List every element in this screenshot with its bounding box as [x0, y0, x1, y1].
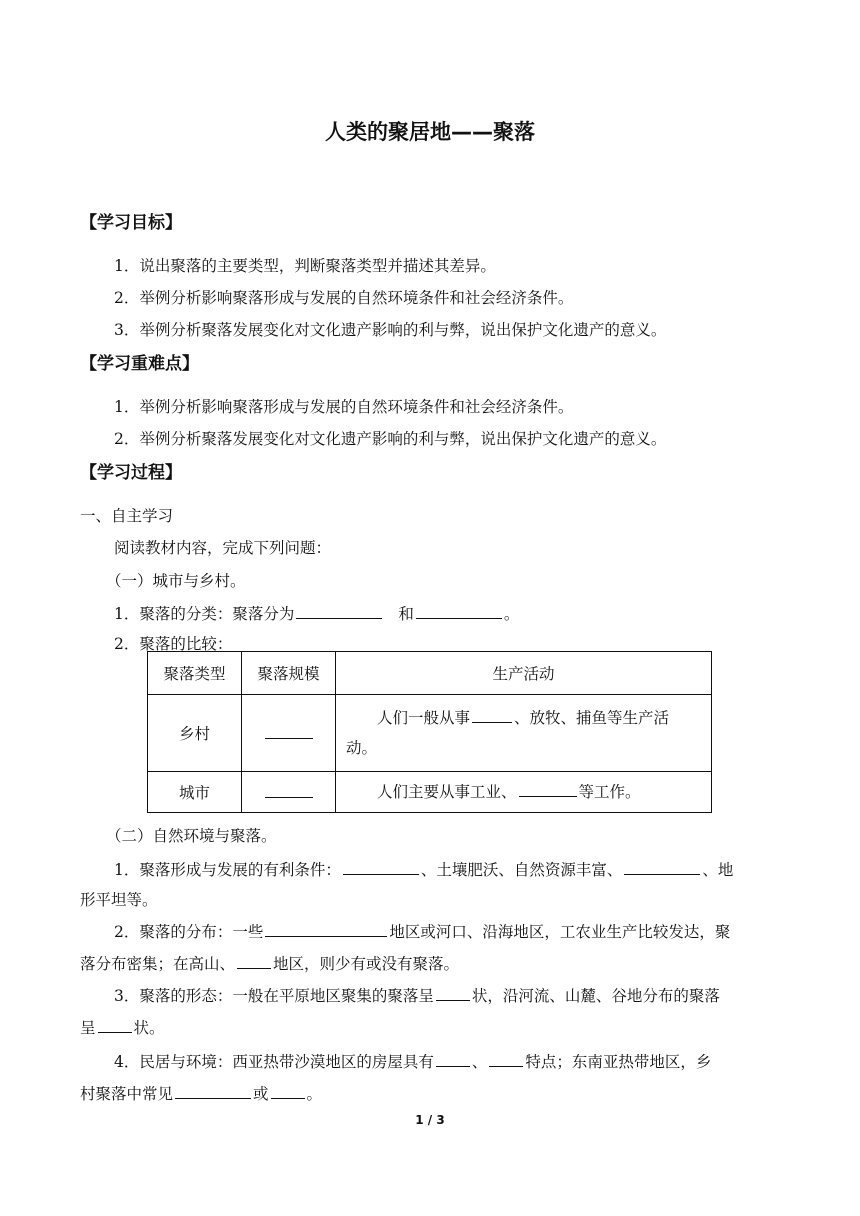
natural-q1-line2: 形平坦等。: [80, 891, 158, 909]
page-number: 1 / 3: [415, 1113, 445, 1127]
blank-dwelling-4[interactable]: [271, 1084, 305, 1099]
natural-q4-line1: 4．民居与环境：西亚热带沙漠地区的房屋具有 、 特点；东南亚热带地区，乡: [114, 1053, 712, 1071]
urban-activity-cell: 人们主要从事工业、 等工作。: [336, 772, 712, 813]
natural-q3-line2: 呈 状。: [80, 1019, 165, 1037]
sub1-title: （一）城市与乡村。: [106, 572, 246, 590]
blank-dwelling-3[interactable]: [175, 1084, 251, 1099]
blank-rural-scale[interactable]: [265, 724, 313, 739]
blank-dwelling-2[interactable]: [489, 1052, 523, 1067]
key-point-item-2: 2．举例分析聚落发展变化对文化遗产影响的利与弊，说出保护文化遗产的意义。: [114, 430, 667, 448]
page-title: 人类的聚居地——聚落: [325, 120, 535, 144]
blank-urban-rural-2[interactable]: [416, 604, 502, 619]
table-header-activity: 生产活动: [336, 652, 712, 695]
table-header-scale: 聚落规模: [242, 652, 336, 695]
rural-activity-cell: 人们一般从事 、放牧、捕鱼等生产活 动。: [336, 695, 712, 772]
rural-type-cell: 乡村: [148, 695, 242, 772]
goals-heading: 【学习目标】: [80, 213, 182, 233]
table-header-type: 聚落类型: [148, 652, 242, 695]
blank-distribution-2[interactable]: [237, 954, 271, 969]
intro-text: 阅读教材内容，完成下列问题：: [114, 539, 332, 557]
blank-favorable-2[interactable]: [624, 860, 700, 875]
blank-form-1[interactable]: [436, 986, 470, 1001]
blank-urban-scale[interactable]: [265, 783, 313, 798]
key-point-item-1: 1．举例分析影响聚落形成与发展的自然环境条件和社会经济条件。: [114, 398, 574, 416]
table-row: [148, 695, 712, 772]
process-heading: 【学习过程】: [80, 463, 182, 483]
sub2-title: （二）自然环境与聚落。: [106, 827, 277, 845]
blank-form-2[interactable]: [98, 1018, 132, 1033]
blank-dwelling-1[interactable]: [436, 1052, 470, 1067]
goal-item-1: 1．说出聚落的主要类型，判断聚落类型并描述其差异。: [114, 257, 496, 275]
natural-q2-line2: 落分布密集；在高山、 地区，则少有或没有聚落。: [80, 955, 460, 973]
natural-q4-line2: 村聚落中常见 或 。: [80, 1085, 323, 1103]
natural-q3-line1: 3．聚落的形态：一般在平原地区聚集的聚落呈 状，沿河流、山麓、谷地分布的聚落: [114, 987, 720, 1005]
natural-q2-line1: 2．聚落的分布：一些 地区或河口、沿海地区，工农业生产比较发达，聚: [114, 923, 731, 941]
key-points-heading: 【学习重难点】: [80, 354, 199, 374]
blank-rural-activity[interactable]: [472, 708, 512, 723]
urban-type-cell: 城市: [148, 772, 242, 813]
question-2: 2．聚落的比较：: [114, 635, 233, 653]
blank-favorable-1[interactable]: [343, 860, 419, 875]
part1-title: 一、自主学习: [80, 507, 174, 525]
natural-q1-line1: 1．聚落形成与发展的有利条件： 、土壤肥沃、自然资源丰富、 、地: [114, 861, 734, 879]
table-header-row: [148, 652, 712, 695]
table-row: [148, 772, 712, 813]
urban-scale-cell: [242, 772, 336, 813]
comparison-table: [147, 651, 712, 813]
question-1: 1．聚落的分类：聚落分为 和 。: [114, 605, 520, 623]
goal-item-3: 3．举例分析聚落发展变化对文化遗产影响的利与弊，说出保护文化遗产的意义。: [114, 321, 667, 339]
goal-item-2: 2．举例分析影响聚落形成与发展的自然环境条件和社会经济条件。: [114, 289, 574, 307]
blank-urban-rural-1[interactable]: [296, 604, 382, 619]
blank-distribution-1[interactable]: [265, 922, 387, 937]
blank-urban-activity[interactable]: [519, 782, 577, 797]
rural-scale-cell: [242, 695, 336, 772]
